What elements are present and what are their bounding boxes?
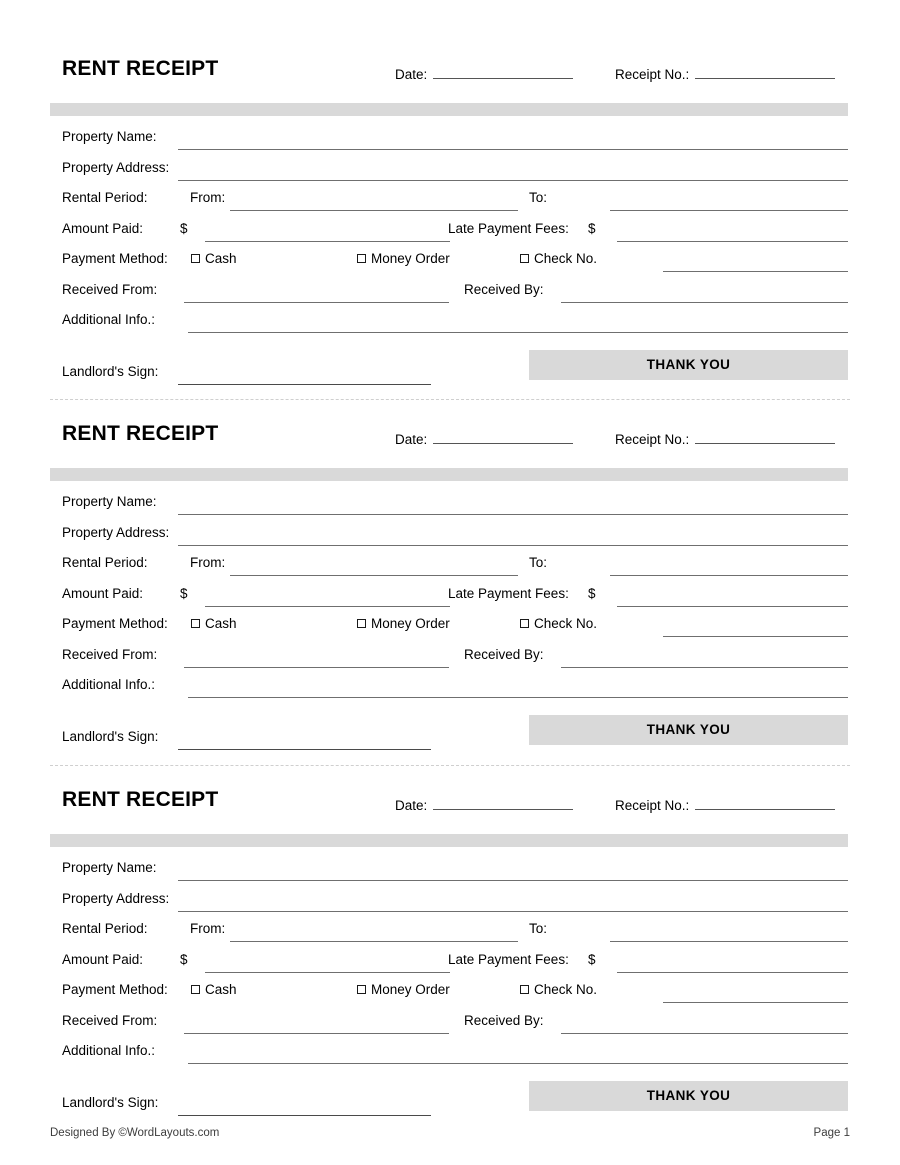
property-address-input[interactable] bbox=[178, 545, 848, 546]
late-fees-currency: $ bbox=[588, 585, 596, 601]
row-property-name bbox=[50, 125, 848, 156]
late-fees-label: Late Payment Fees: bbox=[448, 951, 569, 967]
payment-check-no-label: Check No. bbox=[534, 982, 598, 997]
row-payment-method bbox=[50, 978, 848, 1009]
rental-period-label: Rental Period: bbox=[62, 555, 148, 570]
row-amount-paid bbox=[50, 948, 848, 979]
rental-to-label: To: bbox=[529, 921, 548, 936]
amount-paid-input[interactable] bbox=[205, 606, 450, 607]
received-by-input[interactable] bbox=[561, 302, 848, 303]
row-signature bbox=[50, 1081, 848, 1125]
rental-from-input[interactable] bbox=[230, 575, 518, 576]
date-input[interactable] bbox=[433, 442, 573, 444]
payment-option-cash[interactable] bbox=[191, 616, 237, 631]
receipt-no-label: Receipt No.: bbox=[615, 798, 690, 813]
rental-to-label: To: bbox=[529, 555, 548, 570]
late-fees-input[interactable] bbox=[617, 606, 848, 607]
row-received bbox=[50, 278, 848, 309]
receipt-separator-1 bbox=[50, 399, 850, 400]
amount-paid-input[interactable] bbox=[205, 972, 450, 973]
payment-option-check-no[interactable] bbox=[520, 982, 597, 997]
thank-you-label: THANK YOU bbox=[646, 722, 731, 737]
landlord-sign-label: Landlord's Sign: bbox=[62, 728, 159, 744]
payment-money-order-label: Money Order bbox=[371, 616, 450, 631]
receipt-no-input[interactable] bbox=[695, 77, 835, 79]
receipt-block-3 bbox=[50, 786, 848, 1110]
property-address-input[interactable] bbox=[178, 911, 848, 912]
rental-from-input[interactable] bbox=[230, 210, 518, 211]
payment-method-label: Payment Method: bbox=[62, 616, 168, 631]
amount-paid-currency: $ bbox=[180, 585, 188, 601]
received-by-label: Received By: bbox=[464, 1012, 544, 1028]
amount-paid-label: Amount Paid: bbox=[62, 585, 144, 601]
rental-to-input[interactable] bbox=[610, 575, 848, 576]
property-address-label: Property Address: bbox=[62, 524, 170, 540]
payment-option-money-order[interactable] bbox=[357, 251, 450, 266]
thank-you-label: THANK YOU bbox=[646, 357, 731, 372]
receipt-no-field-group bbox=[615, 432, 835, 447]
received-from-input[interactable] bbox=[184, 302, 449, 303]
checkbox-icon[interactable] bbox=[191, 254, 200, 263]
late-fees-input[interactable] bbox=[617, 241, 848, 242]
row-property-address bbox=[50, 156, 848, 187]
date-label: Date: bbox=[395, 432, 428, 447]
received-by-label: Received By: bbox=[464, 646, 544, 662]
thank-you-banner bbox=[529, 1081, 848, 1111]
rental-to-input[interactable] bbox=[610, 941, 848, 942]
received-by-input[interactable] bbox=[561, 667, 848, 668]
checkbox-icon[interactable] bbox=[520, 254, 529, 263]
receipt-no-input[interactable] bbox=[695, 808, 835, 810]
received-from-label: Received From: bbox=[62, 281, 158, 297]
row-received bbox=[50, 1009, 848, 1040]
date-label: Date: bbox=[395, 798, 428, 813]
date-field-group bbox=[395, 798, 573, 813]
page-number: Page 1 bbox=[813, 1127, 850, 1139]
check-no-input[interactable] bbox=[663, 1002, 848, 1003]
received-by-input[interactable] bbox=[561, 1033, 848, 1034]
thank-you-label: THANK YOU bbox=[646, 1088, 731, 1103]
page-footer bbox=[50, 1127, 850, 1139]
row-property-name bbox=[50, 856, 848, 887]
footer-credit: Designed By ©WordLayouts.com bbox=[50, 1127, 220, 1139]
payment-check-no-label: Check No. bbox=[534, 251, 598, 266]
rental-from-label: From: bbox=[190, 555, 226, 570]
rental-from-input[interactable] bbox=[230, 941, 518, 942]
row-property-address bbox=[50, 887, 848, 918]
header-divider-band bbox=[50, 468, 848, 481]
landlord-sign-label: Landlord's Sign: bbox=[62, 1094, 159, 1110]
received-from-input[interactable] bbox=[184, 667, 449, 668]
checkbox-icon[interactable] bbox=[520, 985, 529, 994]
checkbox-icon[interactable] bbox=[520, 619, 529, 628]
receipt-no-label: Receipt No.: bbox=[615, 67, 690, 82]
amount-paid-currency: $ bbox=[180, 220, 188, 236]
received-from-label: Received From: bbox=[62, 1012, 158, 1028]
payment-method-label: Payment Method: bbox=[62, 251, 168, 266]
property-name-label: Property Name: bbox=[62, 129, 157, 144]
received-by-label: Received By: bbox=[464, 281, 544, 297]
late-fees-currency: $ bbox=[588, 951, 596, 967]
landlord-sign-label: Landlord's Sign: bbox=[62, 363, 159, 379]
page-title: RENT RECEIPT bbox=[62, 788, 219, 811]
landlord-sign-input[interactable] bbox=[178, 749, 431, 750]
amount-paid-label: Amount Paid: bbox=[62, 220, 144, 236]
check-no-input[interactable] bbox=[663, 636, 848, 637]
payment-cash-label: Cash bbox=[205, 982, 237, 997]
checkbox-icon[interactable] bbox=[357, 619, 366, 628]
receipt-form-body bbox=[50, 856, 848, 1125]
thank-you-banner bbox=[529, 350, 848, 380]
checkbox-icon[interactable] bbox=[191, 985, 200, 994]
receipt-no-label: Receipt No.: bbox=[615, 432, 690, 447]
landlord-sign-input[interactable] bbox=[178, 384, 431, 385]
late-fees-label: Late Payment Fees: bbox=[448, 585, 569, 601]
receipt-header bbox=[50, 420, 848, 456]
rental-period-label: Rental Period: bbox=[62, 190, 148, 205]
payment-option-money-order[interactable] bbox=[357, 982, 450, 997]
additional-info-label: Additional Info.: bbox=[62, 1043, 156, 1058]
rental-to-input[interactable] bbox=[610, 210, 848, 211]
payment-money-order-label: Money Order bbox=[371, 982, 450, 997]
receipt-header bbox=[50, 786, 848, 822]
property-address-label: Property Address: bbox=[62, 159, 170, 175]
receipt-form-body bbox=[50, 490, 848, 759]
property-name-label: Property Name: bbox=[62, 494, 157, 509]
rental-to-label: To: bbox=[529, 190, 548, 205]
payment-check-no-label: Check No. bbox=[534, 616, 598, 631]
row-rental-period bbox=[50, 186, 848, 217]
payment-option-check-no[interactable] bbox=[520, 616, 597, 631]
landlord-sign-input[interactable] bbox=[178, 1115, 431, 1116]
row-property-address bbox=[50, 521, 848, 552]
row-additional-info bbox=[50, 673, 848, 704]
payment-option-cash[interactable] bbox=[191, 982, 237, 997]
checkbox-icon[interactable] bbox=[357, 254, 366, 263]
property-address-input[interactable] bbox=[178, 180, 848, 181]
payment-option-check-no[interactable] bbox=[520, 251, 597, 266]
row-signature bbox=[50, 350, 848, 394]
row-additional-info bbox=[50, 308, 848, 339]
header-divider-band bbox=[50, 103, 848, 116]
page-title: RENT RECEIPT bbox=[62, 57, 219, 80]
late-fees-currency: $ bbox=[588, 220, 596, 236]
property-name-input[interactable] bbox=[178, 514, 848, 515]
payment-cash-label: Cash bbox=[205, 616, 237, 631]
rental-period-label: Rental Period: bbox=[62, 921, 148, 936]
amount-paid-input[interactable] bbox=[205, 241, 450, 242]
rental-from-label: From: bbox=[190, 190, 226, 205]
checkbox-icon[interactable] bbox=[357, 985, 366, 994]
payment-cash-label: Cash bbox=[205, 251, 237, 266]
row-property-name bbox=[50, 490, 848, 521]
additional-info-input[interactable] bbox=[188, 697, 848, 698]
row-signature bbox=[50, 715, 848, 759]
receipt-header bbox=[50, 55, 848, 91]
date-field-group bbox=[395, 67, 573, 82]
amount-paid-currency: $ bbox=[180, 951, 188, 967]
additional-info-input[interactable] bbox=[188, 332, 848, 333]
receipt-no-field-group bbox=[615, 67, 835, 82]
received-from-label: Received From: bbox=[62, 646, 158, 662]
receipt-block-1 bbox=[50, 55, 848, 379]
received-from-input[interactable] bbox=[184, 1033, 449, 1034]
amount-paid-label: Amount Paid: bbox=[62, 951, 144, 967]
payment-method-label: Payment Method: bbox=[62, 982, 168, 997]
row-rental-period bbox=[50, 551, 848, 582]
header-divider-band bbox=[50, 834, 848, 847]
additional-info-input[interactable] bbox=[188, 1063, 848, 1064]
checkbox-icon[interactable] bbox=[191, 619, 200, 628]
payment-option-cash[interactable] bbox=[191, 251, 237, 266]
row-payment-method bbox=[50, 612, 848, 643]
receipt-block-2 bbox=[50, 420, 848, 744]
additional-info-label: Additional Info.: bbox=[62, 677, 156, 692]
property-name-input[interactable] bbox=[178, 880, 848, 881]
row-amount-paid bbox=[50, 217, 848, 248]
receipt-separator-2 bbox=[50, 765, 850, 766]
payment-money-order-label: Money Order bbox=[371, 251, 450, 266]
property-name-label: Property Name: bbox=[62, 860, 157, 875]
row-amount-paid bbox=[50, 582, 848, 613]
thank-you-banner bbox=[529, 715, 848, 745]
rental-from-label: From: bbox=[190, 921, 226, 936]
property-name-input[interactable] bbox=[178, 149, 848, 150]
late-fees-label: Late Payment Fees: bbox=[448, 220, 569, 236]
row-payment-method bbox=[50, 247, 848, 278]
row-additional-info bbox=[50, 1039, 848, 1070]
row-received bbox=[50, 643, 848, 674]
late-fees-input[interactable] bbox=[617, 972, 848, 973]
date-input[interactable] bbox=[433, 77, 573, 79]
check-no-input[interactable] bbox=[663, 271, 848, 272]
property-address-label: Property Address: bbox=[62, 890, 170, 906]
date-label: Date: bbox=[395, 67, 428, 82]
payment-option-money-order[interactable] bbox=[357, 616, 450, 631]
date-field-group bbox=[395, 432, 573, 447]
date-input[interactable] bbox=[433, 808, 573, 810]
receipt-no-field-group bbox=[615, 798, 835, 813]
receipt-form-body bbox=[50, 125, 848, 394]
receipt-no-input[interactable] bbox=[695, 442, 835, 444]
additional-info-label: Additional Info.: bbox=[62, 312, 156, 327]
page-title: RENT RECEIPT bbox=[62, 422, 219, 445]
row-rental-period bbox=[50, 917, 848, 948]
